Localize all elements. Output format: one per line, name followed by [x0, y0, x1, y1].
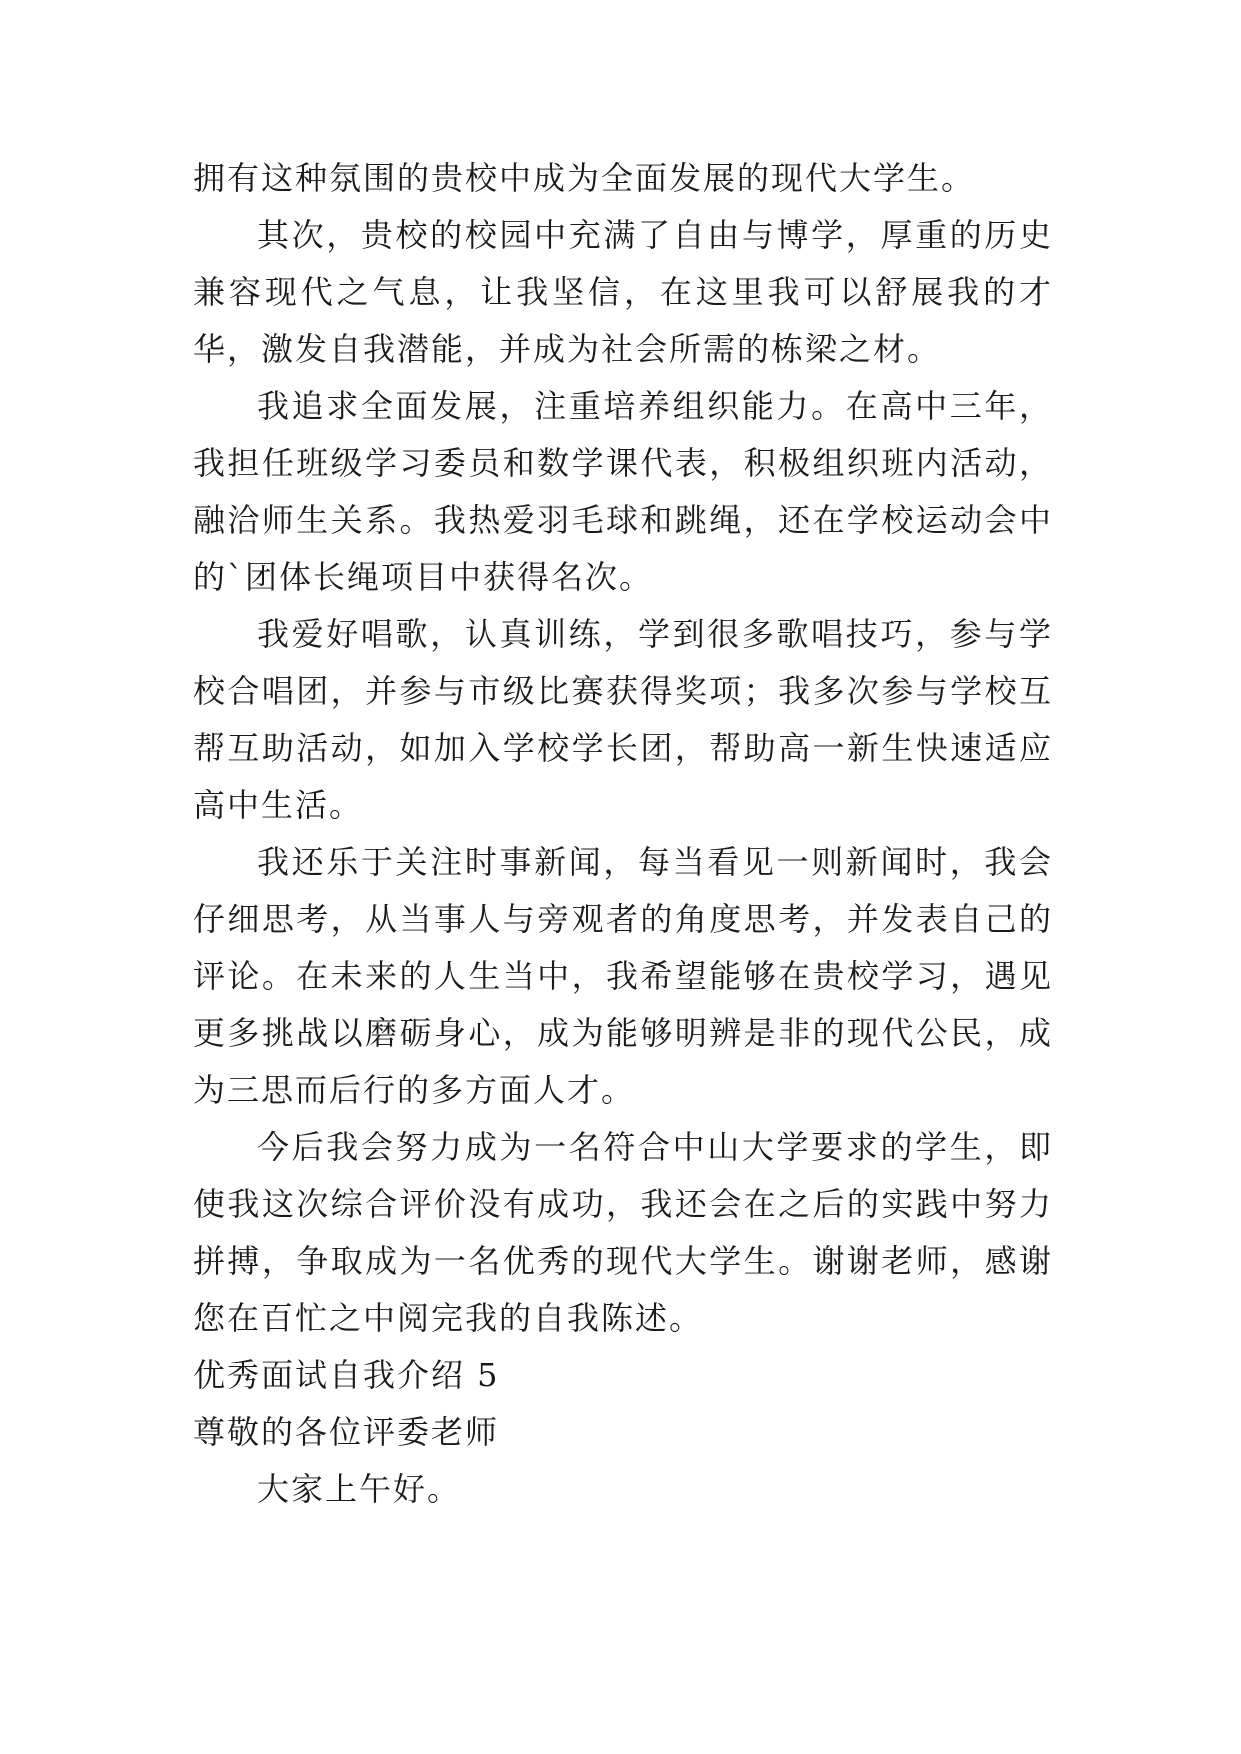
- paragraph-6: 今后我会努力成为一名符合中山大学要求的学生，即使我这次综合评价没有成功，我还会在之后的实践中努力拼搏，争取成为一名优秀的现代大学生。谢谢老师，感谢您在百忙之中阅完我的自我陈述。: [193, 1128, 1053, 1337]
- paragraph-2: 其次，贵校的校园中充满了自由与博学，厚重的历史兼容现代之气息，让我坚信，在这里我可以舒展我的才华，激发自我潜能，并成为社会所需的栋梁之材。: [193, 216, 1053, 368]
- paragraph-5: 我还乐于关注时事新闻，每当看见一则新闻时，我会仔细思考，从当事人与旁观者的角度思考，并发表自己的评论。在未来的人生当中，我希望能够在贵校学习，遇见更多挑战以磨砺身心，成为能够明辨是非的现代公民，成为三思而后行的多方面人才。: [193, 843, 1053, 1109]
- salutation: 尊敬的各位评委老师: [193, 1413, 500, 1451]
- greeting: 大家上午好。: [257, 1470, 462, 1508]
- section-title: 优秀面试自我介绍 5: [193, 1356, 500, 1394]
- paragraph-1: 拥有这种氛围的贵校中成为全面发展的现代大学生。: [193, 159, 976, 197]
- paragraph-3: 我追求全面发展，注重培养组织能力。在高中三年，我担任班级学习委员和数学课代表，积极组织班内活动，融洽师生关系。我热爱羽毛球和跳绳，还在学校运动会中的`团体长绳项目中获得名次。: [193, 387, 1053, 596]
- paragraph-4: 我爱好唱歌，认真训练，学到很多歌唱技巧，参与学校合唱团，并参与市级比赛获得奖项；我多次参与学校互帮互助活动，如加入学校学长团，帮助高一新生快速适应高中生活。: [193, 615, 1053, 824]
- document-page: [193, 150, 1053, 1518]
